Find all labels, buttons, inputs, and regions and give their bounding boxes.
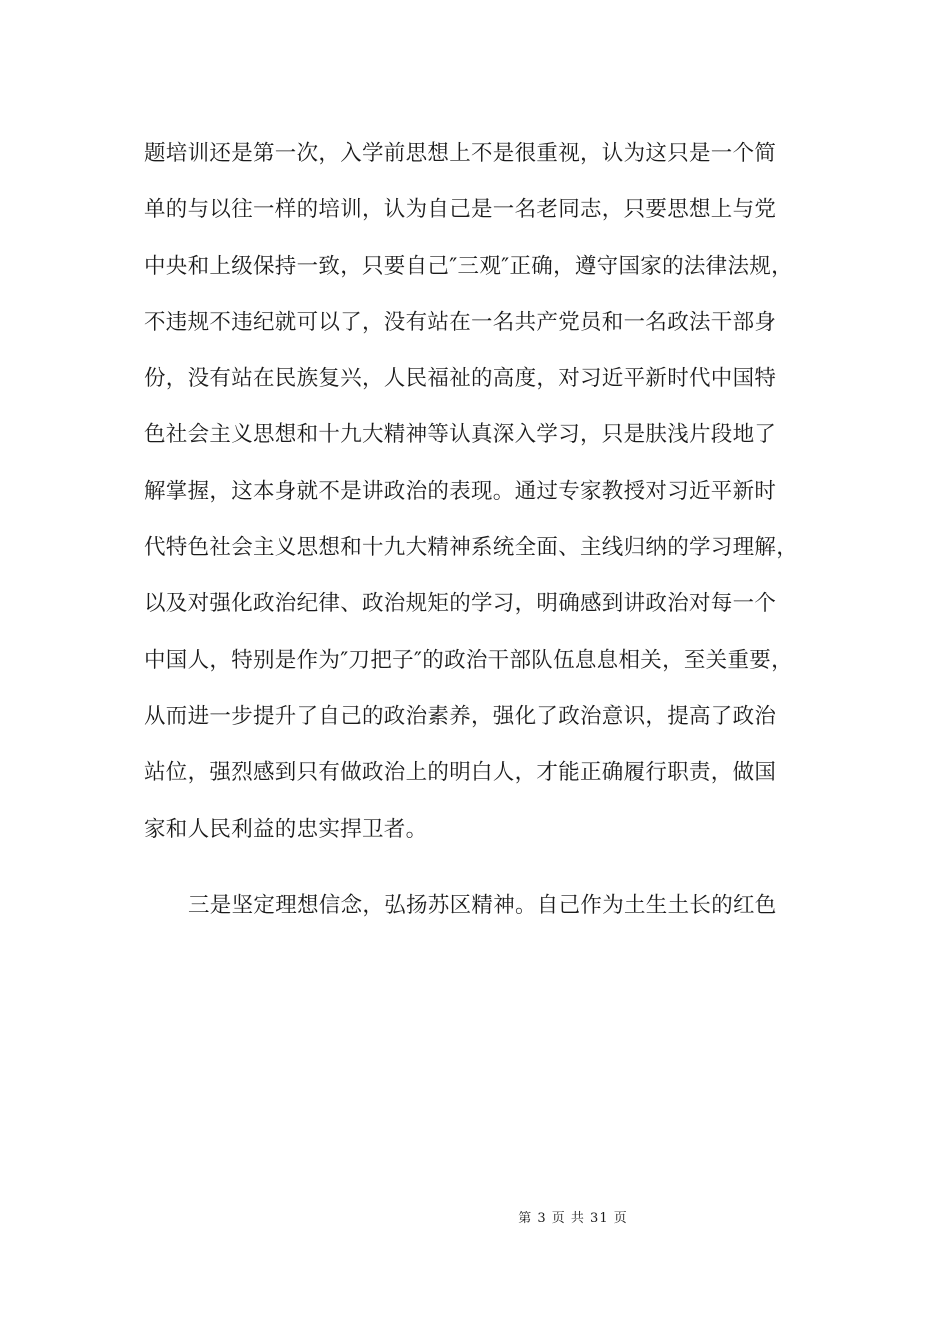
- page-footer: 第 3 页 共 31 页: [518, 1211, 628, 1226]
- text-line: 从而进一步提升了自己的政治素养，强化了政治意识，提高了政治: [144, 703, 777, 729]
- text-line: 单的与以往一样的培训，认为自己是一名老同志，只要思想上与党: [144, 197, 777, 223]
- text-line: 题培训还是第一次，入学前思想上不是很重视，认为这只是一个简: [144, 141, 777, 166]
- paragraph-2: [144, 884, 824, 940]
- text-line: 代特色社会主义思想和十九大精神系统全面、主线归纳的学习理解，: [144, 535, 799, 561]
- paragraph-gap: [144, 864, 824, 884]
- text-line: 不违规不违纪就可以了，没有站在一名共产党员和一名政法干部身: [144, 309, 777, 335]
- text-line: 站位，强烈感到只有做政治上的明白人，才能正确履行职责，做国: [144, 760, 777, 786]
- text-line: 色社会主义思想和十九大精神等认真深入学习，只是肤浅片段地了: [144, 422, 777, 448]
- paragraph-1: [144, 132, 824, 864]
- text-line: 以及对强化政治纪律、政治规矩的学习，明确感到讲政治对每一个: [144, 591, 777, 617]
- text-line: 份，没有站在民族复兴，人民福祉的高度，对习近平新时代中国特: [144, 366, 777, 392]
- text-line: 中央和上级保持一致，只要自己″三观″正确，遵守国家的法律法规，: [144, 253, 793, 279]
- text-line: 三是坚定理想信念，弘扬苏区精神。自己作为土生土长的红色: [188, 892, 777, 918]
- text-line: 解掌握，这本身就不是讲政治的表现。通过专家教授对习近平新时: [144, 478, 777, 504]
- document-body: [144, 132, 824, 940]
- text-line: 家和人民利益的忠实捍卫者。: [144, 816, 428, 842]
- text-line: 中国人，特别是作为″刀把子″的政治干部队伍息息相关，至关重要，: [144, 647, 793, 673]
